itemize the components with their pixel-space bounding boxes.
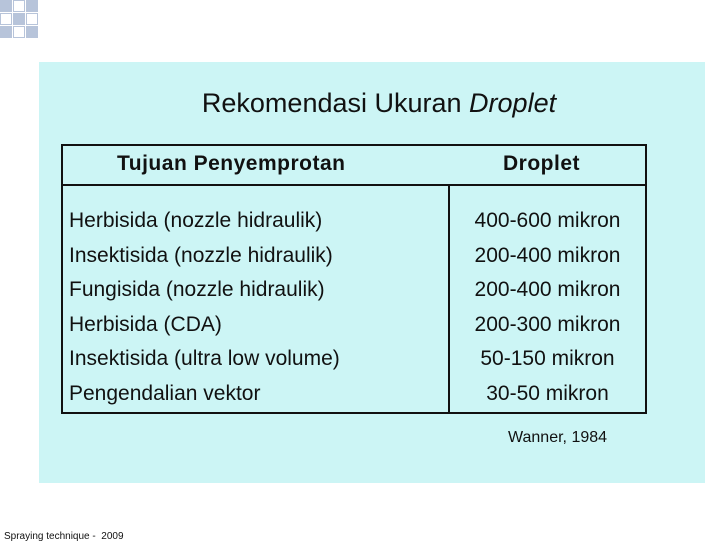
purpose-cell: Herbisida (nozzle hidraulik) <box>69 209 323 232</box>
droplet-cell: 50-150 mikron <box>480 347 615 370</box>
slide-footer: Spraying technique - 2009 <box>4 531 124 542</box>
title-regular: Rekomendasi Ukuran <box>201 88 470 118</box>
droplet-table <box>61 144 647 414</box>
decor-square <box>13 13 25 25</box>
decor-square <box>13 26 25 38</box>
decor-square <box>0 13 12 25</box>
purpose-column <box>69 204 340 411</box>
title-italic: Droplet <box>469 88 557 118</box>
header-droplet: Droplet <box>503 152 580 175</box>
droplet-cell: 400-600 mikron <box>474 209 621 232</box>
droplet-cell: 200-300 mikron <box>474 312 621 336</box>
purpose-cell: Insektisida (nozzle hidraulik) <box>69 243 333 267</box>
decor-square <box>13 0 25 12</box>
purpose-cell: Fungisida (nozzle hidraulik) <box>69 278 325 301</box>
purpose-cell: Herbisida (CDA) <box>69 312 222 336</box>
decor-square <box>0 0 12 12</box>
header-divider <box>63 184 645 186</box>
purpose-cell: Insektisida (ultra low volume) <box>69 347 340 370</box>
decor-square <box>0 26 12 38</box>
droplet-cell: 30-50 mikron <box>486 381 609 405</box>
droplet-column <box>448 204 647 411</box>
droplet-cell: 200-400 mikron <box>474 243 621 267</box>
decor-square <box>26 13 38 25</box>
decor-square <box>26 26 38 38</box>
slide-title <box>0 88 728 119</box>
header-purpose: Tujuan Penyemprotan <box>117 152 346 175</box>
droplet-cell: 200-400 mikron <box>474 278 621 301</box>
purpose-cell: Pengendalian vektor <box>69 381 261 405</box>
source-citation: Wanner, 1984 <box>508 429 608 446</box>
decor-square <box>26 0 38 12</box>
